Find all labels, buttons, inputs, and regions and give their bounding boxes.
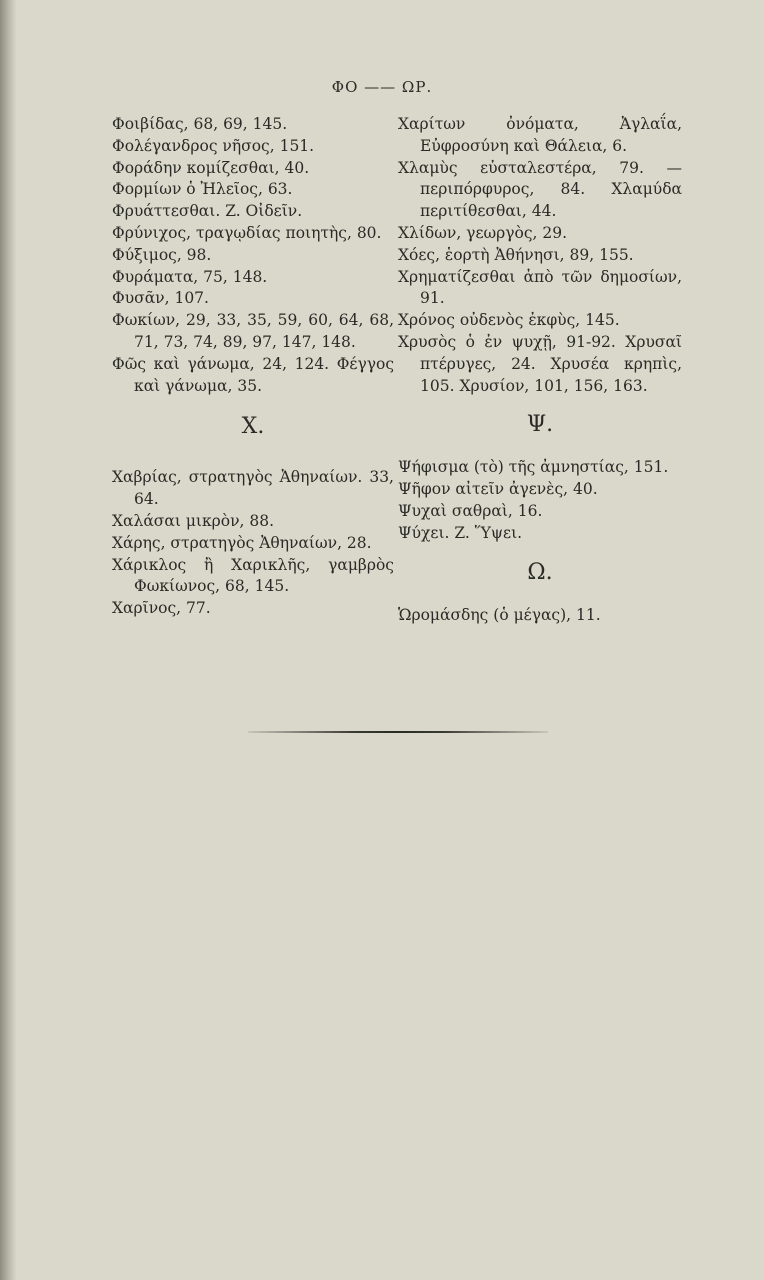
- index-entry: Φρύνιχος, τραγῳδίας ποιητὴς, 80.: [112, 223, 382, 242]
- index-entry: Χαλάσαι μικρὸν, 88.: [112, 511, 275, 530]
- index-entry: Ψήφισμα (τὸ) τῆς ἀμνηστίας, 151.: [398, 458, 669, 477]
- index-entry: Χρυσὸς ὁ ἐν ψυχῇ, 91-92. Χρυσαῖ πτέρυγες, 24. Χρυσέα κρηπὶς, 105. Χρυσίον, 101, 156, 163.: [398, 332, 682, 395]
- index-entry: Ψῆφον αἰτεῖν ἀγενὲς, 40.: [398, 480, 598, 499]
- index-entry: Φοιβίδας, 68, 69, 145.: [112, 115, 288, 133]
- index-entry: Ψύχει. Z. Ὕψει.: [398, 523, 523, 542]
- left-column: [112, 114, 394, 620]
- index-entry: Χλαμὺς εὐσταλεστέρα, 79. — περιπόρφυρος, 84. Χλαμύδα περιτίθεσθαι, 44.: [398, 158, 682, 221]
- index-entry: Χαβρίας, στρατηγὸς Ἀθηναίων. 33, 64.: [112, 468, 394, 509]
- index-entry: Φῶς καὶ γάνωμα, 24, 124. Φέγγος καὶ γάνωμα, 35.: [112, 354, 394, 395]
- index-entry: Χλίδων, γεωργὸς, 29.: [398, 223, 568, 242]
- index-entry: Χάρης, στρατηγὸς Ἀθηναίων, 28.: [112, 533, 372, 552]
- end-rule-divider: [248, 731, 548, 733]
- book-spine-shadow: [0, 0, 16, 1280]
- index-entry: Φωκίων, 29, 33, 35, 59, 60, 64, 68, 71, 73, 74, 89, 97, 147, 148.: [112, 311, 394, 351]
- index-entry: Φυσᾶν, 107.: [112, 289, 209, 308]
- index-entry: Φρυάττεσθαι. Z. Οἰδεῖν.: [112, 202, 303, 221]
- index-entry: Φυράματα, 75, 148.: [112, 267, 268, 286]
- index-entry: Χάρικλος ἢ Χαρικλῆς, γαμβρὸς Φωκίωνος, 68, 145.: [112, 555, 394, 596]
- index-entry: Χόες, ἑορτὴ Ἀθήνησι, 89, 155.: [398, 245, 634, 264]
- index-entry: Φορμίων ὁ Ἠλεῖος, 63.: [112, 180, 293, 199]
- index-entry: Χρόνος οὐδενὸς ἐκφὺς, 145.: [398, 311, 620, 330]
- index-entry: Φολέγανδρος νῆσος, 151.: [112, 136, 315, 155]
- index-entry: Ψυχαὶ σαθραὶ, 16.: [398, 501, 543, 520]
- index-entry: Χαρῖνος, 77.: [112, 599, 211, 618]
- section-letter-omega: Ω.: [527, 559, 553, 585]
- index-entry: Ὡρομάσδης (ὁ μέγας), 11.: [398, 605, 601, 624]
- index-entry: Χαρίτων ὀνόματα, Ἀγλαΐα, Εὐφροσύνη καὶ Θάλεια, 6.: [398, 115, 682, 155]
- index-entry: Χρηματίζεσθαι ἀπὸ τῶν δημοσίων, 91.: [398, 267, 682, 308]
- index-entry: Φοράδην κομίζεσθαι, 40.: [112, 158, 310, 177]
- section-letter-chi: Χ.: [241, 414, 265, 440]
- section-letter-psi: Ψ.: [526, 412, 554, 438]
- right-column: [398, 114, 682, 626]
- running-head: ΦΟ —— ΩΡ.: [331, 78, 433, 96]
- index-entry: Φύξιμος, 98.: [112, 245, 212, 264]
